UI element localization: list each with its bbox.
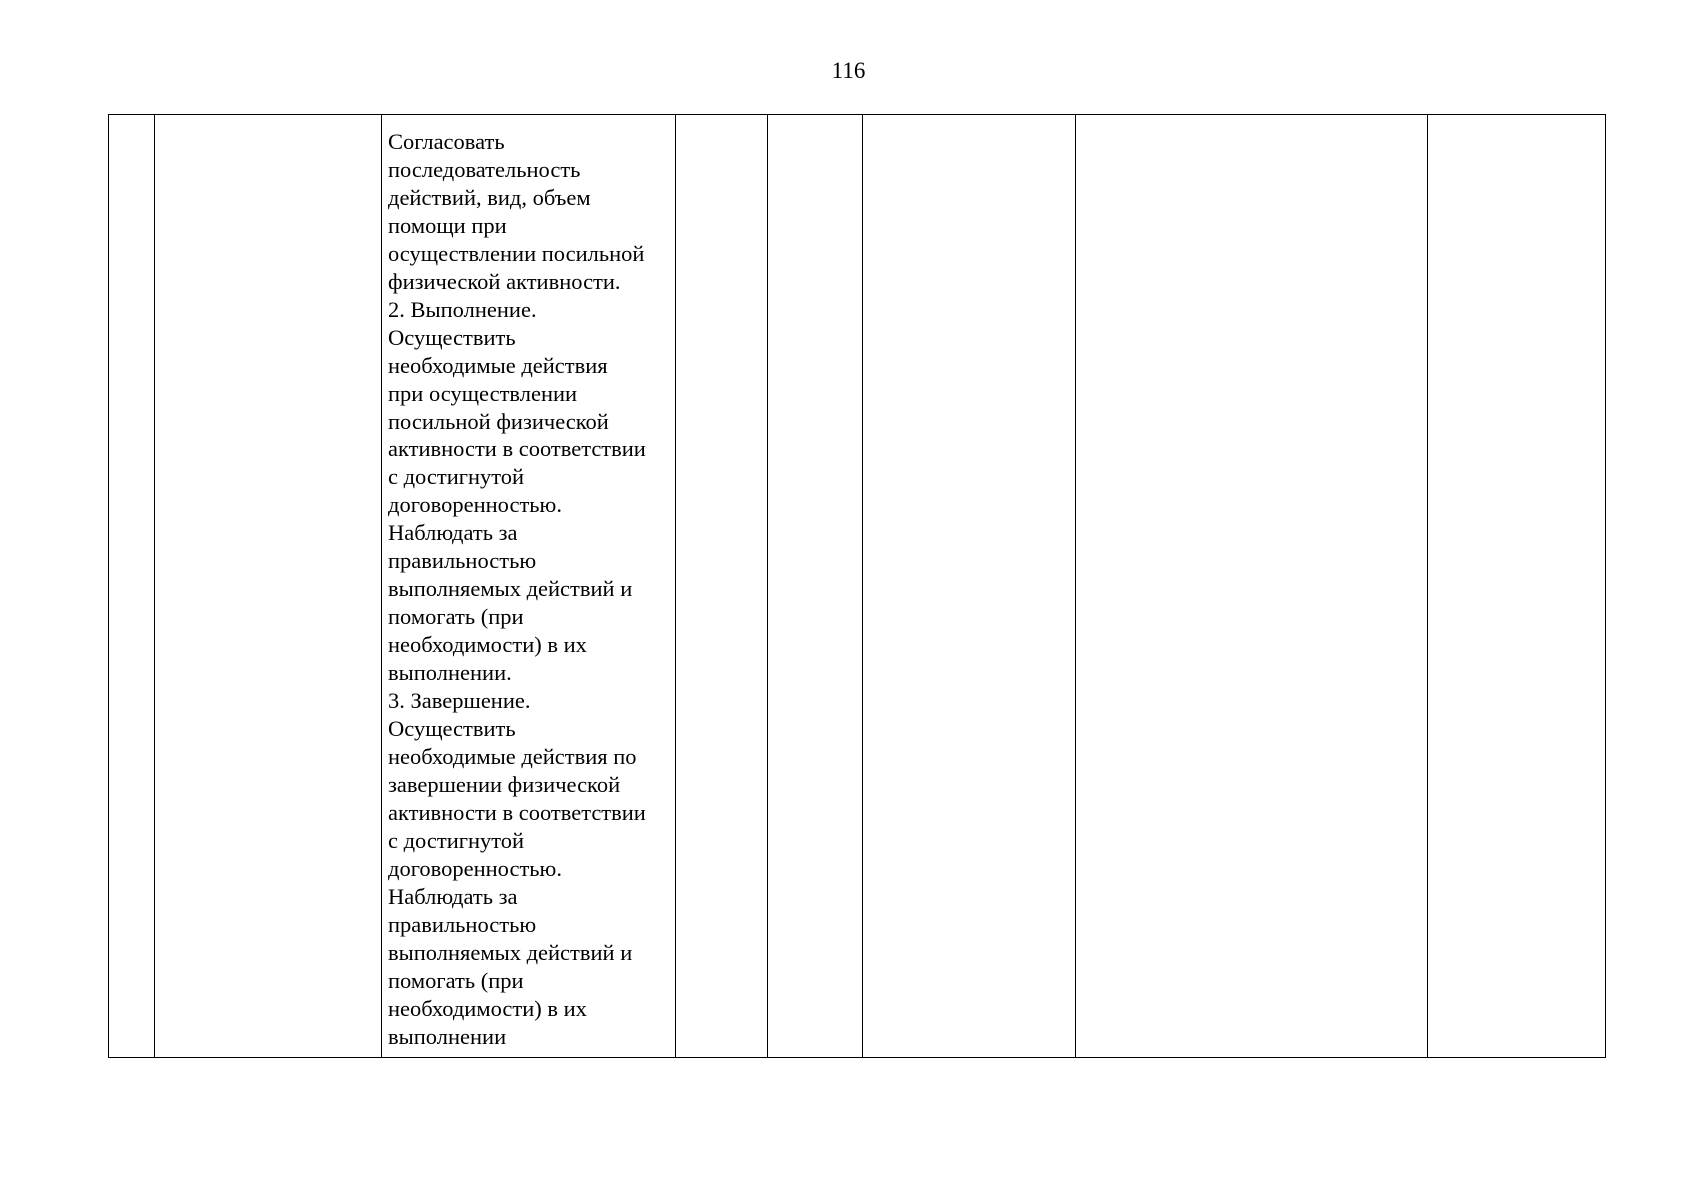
table-cell-col1 (109, 115, 155, 1058)
text-line: выполняемых действий и (388, 576, 633, 602)
text-line: Осуществить (388, 324, 516, 350)
table-cell-col2 (155, 115, 382, 1058)
text-line: правильностью (388, 911, 537, 937)
text-line: договоренностью. (388, 855, 562, 881)
text-line: с достигнутой (388, 827, 525, 853)
text-line: физической активности. (388, 268, 621, 294)
table-cell-col4 (676, 115, 768, 1058)
table-cell-col5 (768, 115, 863, 1058)
table-cell-col7 (1076, 115, 1428, 1058)
text-line: помогать (при (388, 604, 524, 630)
text-line: необходимые действия (388, 352, 608, 378)
text-line: помощи при (388, 212, 507, 238)
text-line: выполнении (388, 1023, 507, 1049)
text-line: выполняемых действий и (388, 939, 633, 965)
text-line: правильностью (388, 548, 537, 574)
text-line: последовательность (388, 156, 581, 182)
text-line: осуществлении посильной (388, 240, 645, 266)
text-line: завершении физической (388, 771, 621, 797)
text-line: необходимые действия по (388, 743, 637, 769)
text-line: необходимости) в их (388, 995, 587, 1021)
table-cell-col6 (863, 115, 1076, 1058)
text-line: Наблюдать за (388, 520, 518, 546)
text-line: с достигнутой (388, 464, 525, 490)
table-cell-col3 (382, 115, 676, 1058)
table-cell-col8 (1428, 115, 1606, 1058)
text-line: Осуществить (388, 716, 516, 742)
text-line: Согласовать (388, 129, 505, 154)
text-line: 2. Выполнение. (388, 296, 537, 322)
text-line: выполнении. (388, 660, 512, 686)
document-table (108, 114, 1606, 1058)
text-line: Наблюдать за (388, 883, 518, 909)
text-line: помогать (при (388, 967, 524, 993)
text-line: 3. Завершение. (388, 688, 531, 714)
text-line: договоренностью. (388, 492, 562, 518)
table-row (109, 115, 1606, 1058)
text-line: действий, вид, объем (388, 184, 591, 210)
text-line: необходимости) в их (388, 632, 587, 658)
text-line: посильной физической (388, 408, 609, 434)
procedure-text (382, 115, 675, 1050)
text-line: активности в соответствии (388, 436, 646, 462)
page-number: 116 (831, 58, 866, 83)
text-line: активности в соответствии (388, 799, 646, 825)
text-line: при осуществлении (388, 380, 578, 406)
